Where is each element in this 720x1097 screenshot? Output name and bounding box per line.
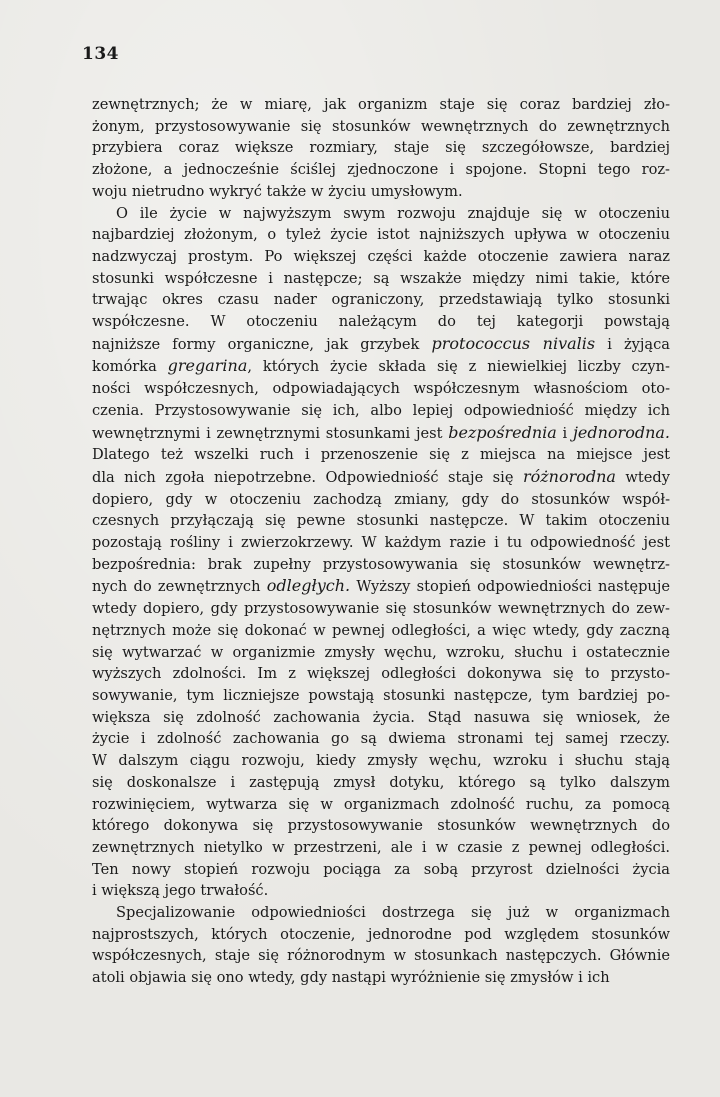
text-line: czenia. Przystosowywanie się ich, albo lepiej odpowiedniość między ich <box>92 401 670 419</box>
text-line: żonym, przystosowywanie się stosunków wewnętrznych do zewnętrznych <box>92 117 670 135</box>
text-line: i większą jego trwałość. <box>92 882 269 900</box>
text-line: najbardziej złożonym, o tyleż życie istot najniższych upływa w otoczeniu <box>92 226 670 244</box>
text-line: dla nich zgoła niepotrzebne. Odpowiedniość staje się różnorodna wtedy <box>92 466 670 486</box>
text-line: współczesnych, staje się różnorodnym w stosunkach następczych. Głównie <box>92 947 670 965</box>
text-line: współczesne. W otoczeniu należącym do tej kategorji powstają <box>92 313 670 331</box>
text-line: złożone, a jednocześnie ściślej zjednoczone i spojone. Stopni tego roz- <box>92 161 670 179</box>
text-line: W dalszym ciągu rozwoju, kiedy zmysły węchu, wzroku i słuchu stają <box>92 752 670 770</box>
text-line: najniższe formy organiczne, jak grzybek protococcus nivalis i żyjąca <box>92 333 670 353</box>
page-number: 134 <box>82 44 119 64</box>
text-line: stosunki współczesne i następcze; są wszakże między nimi takie, które <box>92 269 670 287</box>
text-line: którego dokonywa się przystosowywanie stosunków wewnętrznych do <box>92 817 670 835</box>
text-line: się doskonalsze i zastępują zmysł dotyku, którego są tylko dalszym <box>92 773 670 791</box>
text-line: woju nietrudno wykryć także w życiu umysłowym. <box>92 182 463 200</box>
text-line: życie i zdolność zachowania go są dwiema stronami tej samej rzeczy. <box>92 730 670 748</box>
text-line: trwając okres czasu nader ograniczony, przedstawiają tylko stosunki <box>92 291 670 309</box>
text-line: komórka gregarina, których życie składa się z niewielkiej liczby czyn- <box>92 356 670 376</box>
text-line: Dlatego też wszelki ruch i przenoszenie się z miejsca na miejsce jest <box>92 446 670 464</box>
text-line: większa się zdolność zachowania życia. Stąd nasuwa się wniosek, że <box>92 708 670 726</box>
text-line: nadzwyczaj prostym. Po większej części każde otoczenie zawiera naraz <box>92 247 670 265</box>
text-line: czesnych przyłączają się pewne stosunki następcze. W takim otoczeniu <box>92 512 670 530</box>
text-line: zewnętrznych nietylko w przestrzeni, ale i w czasie z pewnej odległości. <box>92 838 670 856</box>
text-line: wewnętrznymi i zewnętrznymi stosunkami jest bezpośrednia i jednorodna. <box>92 422 670 442</box>
text-line: O ile życie w najwyższym swym rozwoju znajduje się w otoczeniu <box>116 204 670 222</box>
text-line: bezpośrednia: brak zupełny przystosowywania się stosunków wewnętrz- <box>92 555 670 573</box>
text-line: Ten nowy stopień rozwoju pociąga za sobą przyrost dzielności życia <box>92 860 670 878</box>
text-line: sowywanie, tym liczniejsze powstają stosunki następcze, tym bardziej po- <box>92 686 670 704</box>
text-line: ności współczesnych, odpowiadających współczesnym własnościom oto- <box>92 380 670 398</box>
page-text <box>92 94 670 989</box>
text-line: nętrznych może się dokonać w pewnej odległości, a więc wtedy, gdy zaczną <box>92 621 670 639</box>
text-line: wtedy dopiero, gdy przystosowywanie się stosunków wewnętrznych do zew- <box>92 600 670 618</box>
text-line: się wytwarzać w organizmie zmysły węchu, wzroku, słuchu i ostatecznie <box>92 643 670 661</box>
text-line: zewnętrznych; że w miarę, jak organizm staje się coraz bardziej zło- <box>92 96 670 113</box>
text-line: Specjalizowanie odpowiedniości dostrzega się już w organizmach <box>116 904 670 922</box>
text-line: najprostszych, których otoczenie, jednorodne pod względem stosunków <box>92 925 670 943</box>
text-line: pozostają rośliny i zwierzokrzewy. W każdym razie i tu odpowiedność jest <box>92 534 670 552</box>
text-line: nych do zewnętrznych odległych. Wyższy stopień odpowiedniości następuje <box>92 576 670 596</box>
text-line: wyższych zdolności. Im z większej odległości dokonywa się to przysto- <box>92 665 670 683</box>
text-line: dopiero, gdy w otoczeniu zachodzą zmiany, gdy do stosunków współ- <box>92 490 670 508</box>
text-line: atoli objawia się ono wtedy, gdy nastąpi wyróżnienie się zmysłów i ich <box>92 969 610 987</box>
text-line: przybiera coraz większe rozmiary, staje się szczegółowsze, bardziej <box>92 139 670 157</box>
text-line: rozwinięciem, wytwarza się w organizmach zdolność ruchu, za pomocą <box>92 795 670 813</box>
